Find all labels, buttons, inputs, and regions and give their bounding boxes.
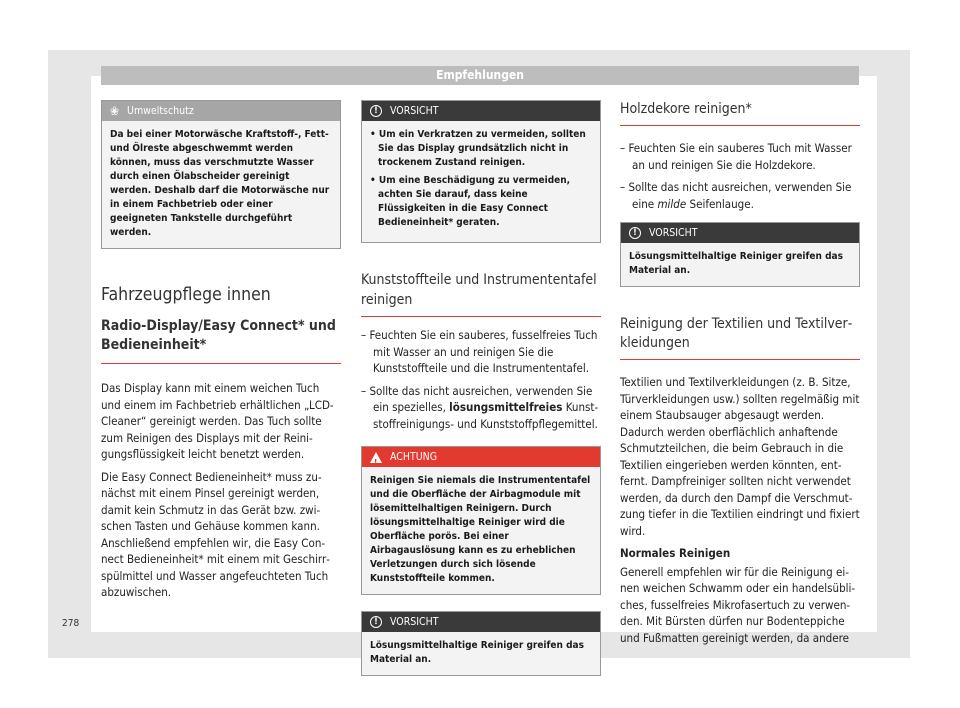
caution-box-body: Lösungsmittelhaltige Reiniger greifen das Material an. [362,632,600,675]
paragraph: Generell empfehlen wir für die Reinigung einen weichen Schwamm oder ein handelsübliches, fusselfreies Mikrofasertuch zu verwenden. Mit Bürsten dürfen nur Bodenteppiche und Fußmatten gereinigt werden, da andere [620,564,856,645]
environment-box [101,100,341,249]
dash-item: – Sollte das nicht ausreichen, verwenden Sie ein spezielles, lösungsmittelfreies Kunststoffreinigungs- und Kunststoffpflegemittel. [361,383,599,431]
caution-box-title: VORSICHT [390,105,439,117]
environment-box-title: Umweltschutz [127,105,194,117]
section-title: Reinigung der Textilien und Textilverkleidungen [620,316,853,351]
environment-box-header [102,101,340,121]
paragraph: Die Easy Connect Bedieneinheit* muss zunächst mit einem Pinsel gereinigt werden, damit kein Schmutz in das Gerät bzw. zwischen Tasten und Gehäuse kommen kann. Anschließend empfehlen wir, die Easy Connect Bedieneinheit* mit einem mit Geschirrspülmittel und Wasser angefeuchteten Tuch abzuwischen. [101,469,330,599]
paragraph: Das Display kann mit einem weichen Tuch und einem im Fachbetrieb erhältlichen „LCD-Cleaner“ gereinigt werden. Das Tuch sollte zum Reinigen des Displays mit der Reinigungsflüssigkeit leicht benetzt werden. [101,381,334,461]
warning-box [361,446,601,595]
warning-box-body: Reinigen Sie niemals die Instrumententafel und die Oberfläche der Airbagmodule mit lösemittelhaltigen Reinigern. Durch lösungsmittelhaltige Reiniger wird die Oberfläche porös. Bei einer Airbagauslösung kann es zu erheblichen Verletzungen durch sich lösende Kunststoffteile kommen. [362,467,600,594]
section-header [620,315,860,360]
caution-box-body: Lösungsmittelhaltige Reiniger greifen das Material an. [621,243,859,286]
body-text [620,374,860,646]
caution-box-title: VORSICHT [390,616,439,628]
info-circle-icon: ! [370,616,382,628]
info-circle-icon: ! [370,105,382,117]
section-title: Kunststoffteile und Instrumententafel reinigen [361,272,597,308]
caution-box-title: VORSICHT [649,227,698,239]
warning-box-title: ACHTUNG [390,451,438,463]
caution-box [361,611,601,676]
dash-list [620,140,860,212]
caution-box-header [362,101,600,121]
bullet-item: • Um ein Verkratzen zu vermeiden, sollten Sie das Display grundsätzlich nicht in trockenem Zustand reinigen. [370,129,586,168]
caution-box-body [362,121,600,242]
chapter-header: Empfehlungen [101,66,859,85]
section-header [620,100,860,126]
paragraph: Textilien und Textilverkleidungen (z. B. Sitze, Türverkleidungen usw.) sollten regelmäßig mit einem Staubsauger abgesaugt werden. Dadurch werden oberflächlich anhaftende Schmutzteilchen, die beim Gebrauch in die Textilien eingerieben werden könnten, entfernt. Dampfreiniger sollten nicht verwendet werden, da durch den Dampf die Verschmutzung tiefer in die Textilien eindringt und fixiert wird. [620,375,860,538]
subsection-title: Radio-Display/Easy Connect* und Bedieneinheit* [101,318,336,353]
section-title: Holzdekore reinigen* [620,101,752,117]
caution-box [361,100,601,243]
caution-box-header [362,612,600,632]
dash-item: – Feuchten Sie ein sauberes Tuch mit Wasser an und reinigen Sie die Holzdekore. [620,141,852,172]
page-number: 278 [62,618,80,629]
caution-box-header [621,223,859,243]
column-left [101,100,341,607]
column-middle [361,100,601,676]
body-text [101,380,341,601]
section-header [361,270,601,317]
dash-list [361,327,601,432]
info-circle-icon: ! [629,227,641,239]
environment-box-body: Da bei einer Motorwäsche Kraftstoff-, Fett- und Ölreste abgeschwemmt werden können, muss das verschmutzte Wasser durch einen Ölabscheider gereinigt werden. Deshalb darf die Motorwäsche nur in einem Fachbetrieb oder einer geeigneten Tankstelle durchgeführt werden. [102,121,340,248]
flower-icon: ❀ [110,104,120,118]
dash-item: – Feuchten Sie ein sauberes, fusselfreies Tuch mit Wasser an und reinigen Sie die Kunststoffteile und die Instrumententafel. [361,328,598,375]
section-header [101,285,341,364]
bullet-item: • Um eine Beschädigung zu vermeiden, achten Sie darauf, dass keine Flüssigkeiten in die Easy Connect Bedieneinheit* geraten. [370,175,571,228]
warning-triangle-icon [370,452,382,463]
dash-item: – Sollte das nicht ausreichen, verwenden Sie eine milde Seifenlauge. [620,180,852,211]
warning-box-header [362,447,600,467]
column-right [620,100,860,652]
section-title: Fahrzeugpflege innen [101,285,271,305]
sub-heading: Normales Reinigen [620,546,731,560]
caution-box [620,222,860,287]
